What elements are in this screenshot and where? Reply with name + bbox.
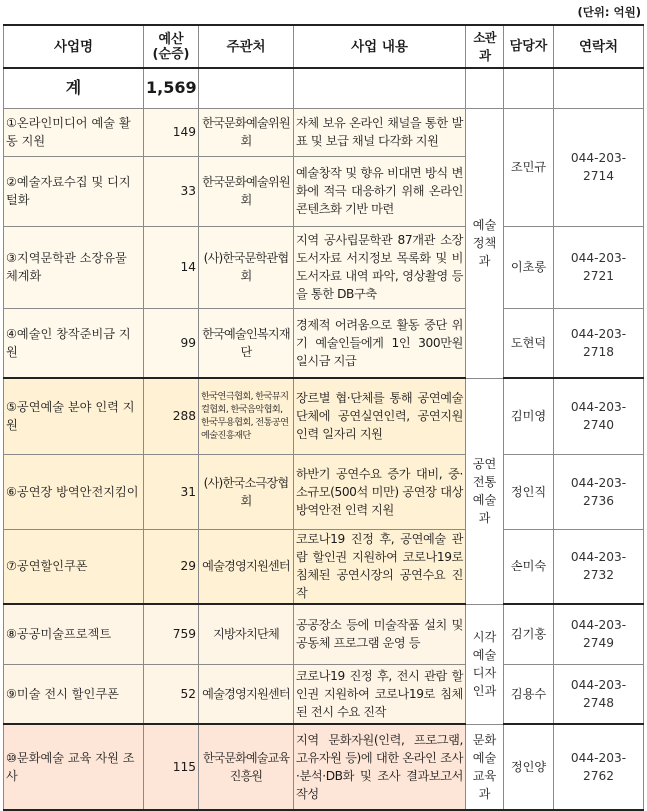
- project-agency: 지방자치단체: [199, 604, 294, 664]
- project-content: 코로나19 진정 후, 전시 관람 할인권 지원하여 코로나19로 침체된 전시 수요 진작: [294, 664, 466, 724]
- project-agency: (사)한국소극장협회: [199, 454, 294, 529]
- manager-name: 정인직: [504, 454, 554, 529]
- dept-cell: 문화예술교육과: [466, 724, 504, 810]
- manager-phone: 044-203-2762: [554, 724, 644, 810]
- empty-cell: [504, 68, 554, 108]
- project-amount: 33: [144, 156, 199, 226]
- manager-name: 도현덕: [504, 308, 554, 378]
- project-name: ⑨미술 전시 할인쿠폰: [4, 664, 144, 724]
- project-name: ⑧공공미술프로젝트: [4, 604, 144, 664]
- dept-cell: 예술정책과: [466, 108, 504, 378]
- project-agency: 예술경영지원센터: [199, 664, 294, 724]
- header-contact: 연락처: [554, 25, 644, 68]
- project-amount: 759: [144, 604, 199, 664]
- project-amount: 52: [144, 664, 199, 724]
- project-content: 하반기 공연수요 증가 대비, 중·소규모(500석 미만) 공연장 대상 방역안전 인력 지원: [294, 454, 466, 529]
- project-content: 지역 문화자원(인력, 프로그램, 고유자원 등)에 대한 온라인 조사·분석·DB화 및 조사 결과보고서 작성: [294, 724, 466, 810]
- project-name: ③지역문학관 소장유물 체계화: [4, 226, 144, 308]
- table-row: [4, 226, 644, 308]
- project-amount: 288: [144, 378, 199, 454]
- manager-phone: 044-203-2736: [554, 454, 644, 529]
- header-name: 사업명: [4, 25, 144, 68]
- budget-table: [3, 24, 644, 811]
- manager-name: 정인양: [504, 724, 554, 810]
- total-amount: 1,569: [144, 68, 199, 108]
- manager-name: 조민규: [504, 108, 554, 226]
- project-name: ⑦공연할인쿠폰: [4, 529, 144, 604]
- project-content: 공공장소 등에 미술작품 설치 및 공동체 프로그램 운영 등: [294, 604, 466, 664]
- header-row: [4, 25, 644, 68]
- header-manager: 담당자: [504, 25, 554, 68]
- project-amount: 115: [144, 724, 199, 810]
- dept-cell: 시각예술디자인과: [466, 604, 504, 724]
- project-agency: (사)한국문학관협회: [199, 226, 294, 308]
- manager-phone: 044-203-2718: [554, 308, 644, 378]
- table-row: [4, 529, 644, 604]
- project-name: ⑤공연예술 분야 인력 지원: [4, 378, 144, 454]
- header-dept: 소관과: [466, 25, 504, 68]
- table-row: [4, 308, 644, 378]
- project-amount: 31: [144, 454, 199, 529]
- project-agency: 예술경영지원센터: [199, 529, 294, 604]
- manager-phone: 044-203-2749: [554, 604, 644, 664]
- project-amount: 149: [144, 108, 199, 156]
- header-agency: 주관처: [199, 25, 294, 68]
- project-name: ⑩문화예술 교육 자원 조사: [4, 724, 144, 810]
- empty-cell: [294, 68, 466, 108]
- table-row: [4, 604, 644, 664]
- header-budget: 예산 (순증): [144, 25, 199, 68]
- table-row: [4, 108, 644, 156]
- dept-cell: 공연전통예술과: [466, 378, 504, 604]
- project-agency: 한국문화예술위원회: [199, 108, 294, 156]
- project-amount: 99: [144, 308, 199, 378]
- table-row: [4, 378, 644, 454]
- project-content: 코로나19 진정 후, 공연예술 관람 할인권 지원하여 코로나19로 침체된 공연시장의 공연수요 진작: [294, 529, 466, 604]
- manager-name: 김미영: [504, 378, 554, 454]
- project-content: 경제적 어려움으로 활동 중단 위기 예술인들에게 1인 300만원 일시금 지급: [294, 308, 466, 378]
- manager-phone: 044-203-2721: [554, 226, 644, 308]
- header-content: 사업 내용: [294, 25, 466, 68]
- project-amount: 29: [144, 529, 199, 604]
- table-row: [4, 664, 644, 724]
- project-agency: 한국예술인복지재단: [199, 308, 294, 378]
- empty-cell: [554, 68, 644, 108]
- project-name: ⑥공연장 방역안전지킴이: [4, 454, 144, 529]
- manager-name: 손미숙: [504, 529, 554, 604]
- table-row: [4, 724, 644, 810]
- manager-name: 이초롱: [504, 226, 554, 308]
- manager-name: 김기홍: [504, 604, 554, 664]
- project-agency: 한국연극협회, 한국뮤지컬협회, 한국음악협회, 한국무용협회, 전통공연예술진흥재단: [199, 378, 294, 454]
- manager-name: 김용수: [504, 664, 554, 724]
- total-row: [4, 68, 644, 108]
- project-content: 장르별 협·단체를 통해 공연예술 단체에 공연실연인력, 공연지원인력 일자리 지원: [294, 378, 466, 454]
- project-agency: 한국문화예술교육진흥원: [199, 724, 294, 810]
- project-name: ④예술인 창작준비금 지원: [4, 308, 144, 378]
- project-name: ①온라인미디어 예술 활동 지원: [4, 108, 144, 156]
- manager-phone: 044-203-2740: [554, 378, 644, 454]
- project-agency: 한국문화예술위원회: [199, 156, 294, 226]
- empty-cell: [466, 68, 504, 108]
- manager-phone: 044-203-2732: [554, 529, 644, 604]
- manager-phone: 044-203-2714: [554, 108, 644, 226]
- manager-phone: 044-203-2748: [554, 664, 644, 724]
- table-row: [4, 454, 644, 529]
- project-content: 예술창작 및 향유 비대면 방식 변화에 적극 대응하기 위해 온라인 콘텐츠화 기반 마련: [294, 156, 466, 226]
- project-content: 자체 보유 온라인 채널을 통한 발표 및 보급 채널 다각화 지원: [294, 108, 466, 156]
- unit-label: (단위: 억원): [577, 5, 641, 19]
- empty-cell: [199, 68, 294, 108]
- project-amount: 14: [144, 226, 199, 308]
- total-label: 계: [4, 68, 144, 108]
- project-content: 지역 공사립문학관 87개관 소장도서자료 서지정보 목록화 및 비도서자료 내역 파악, 영상촬영 등을 통한 DB구축: [294, 226, 466, 308]
- project-name: ②예술자료수집 및 디지털화: [4, 156, 144, 226]
